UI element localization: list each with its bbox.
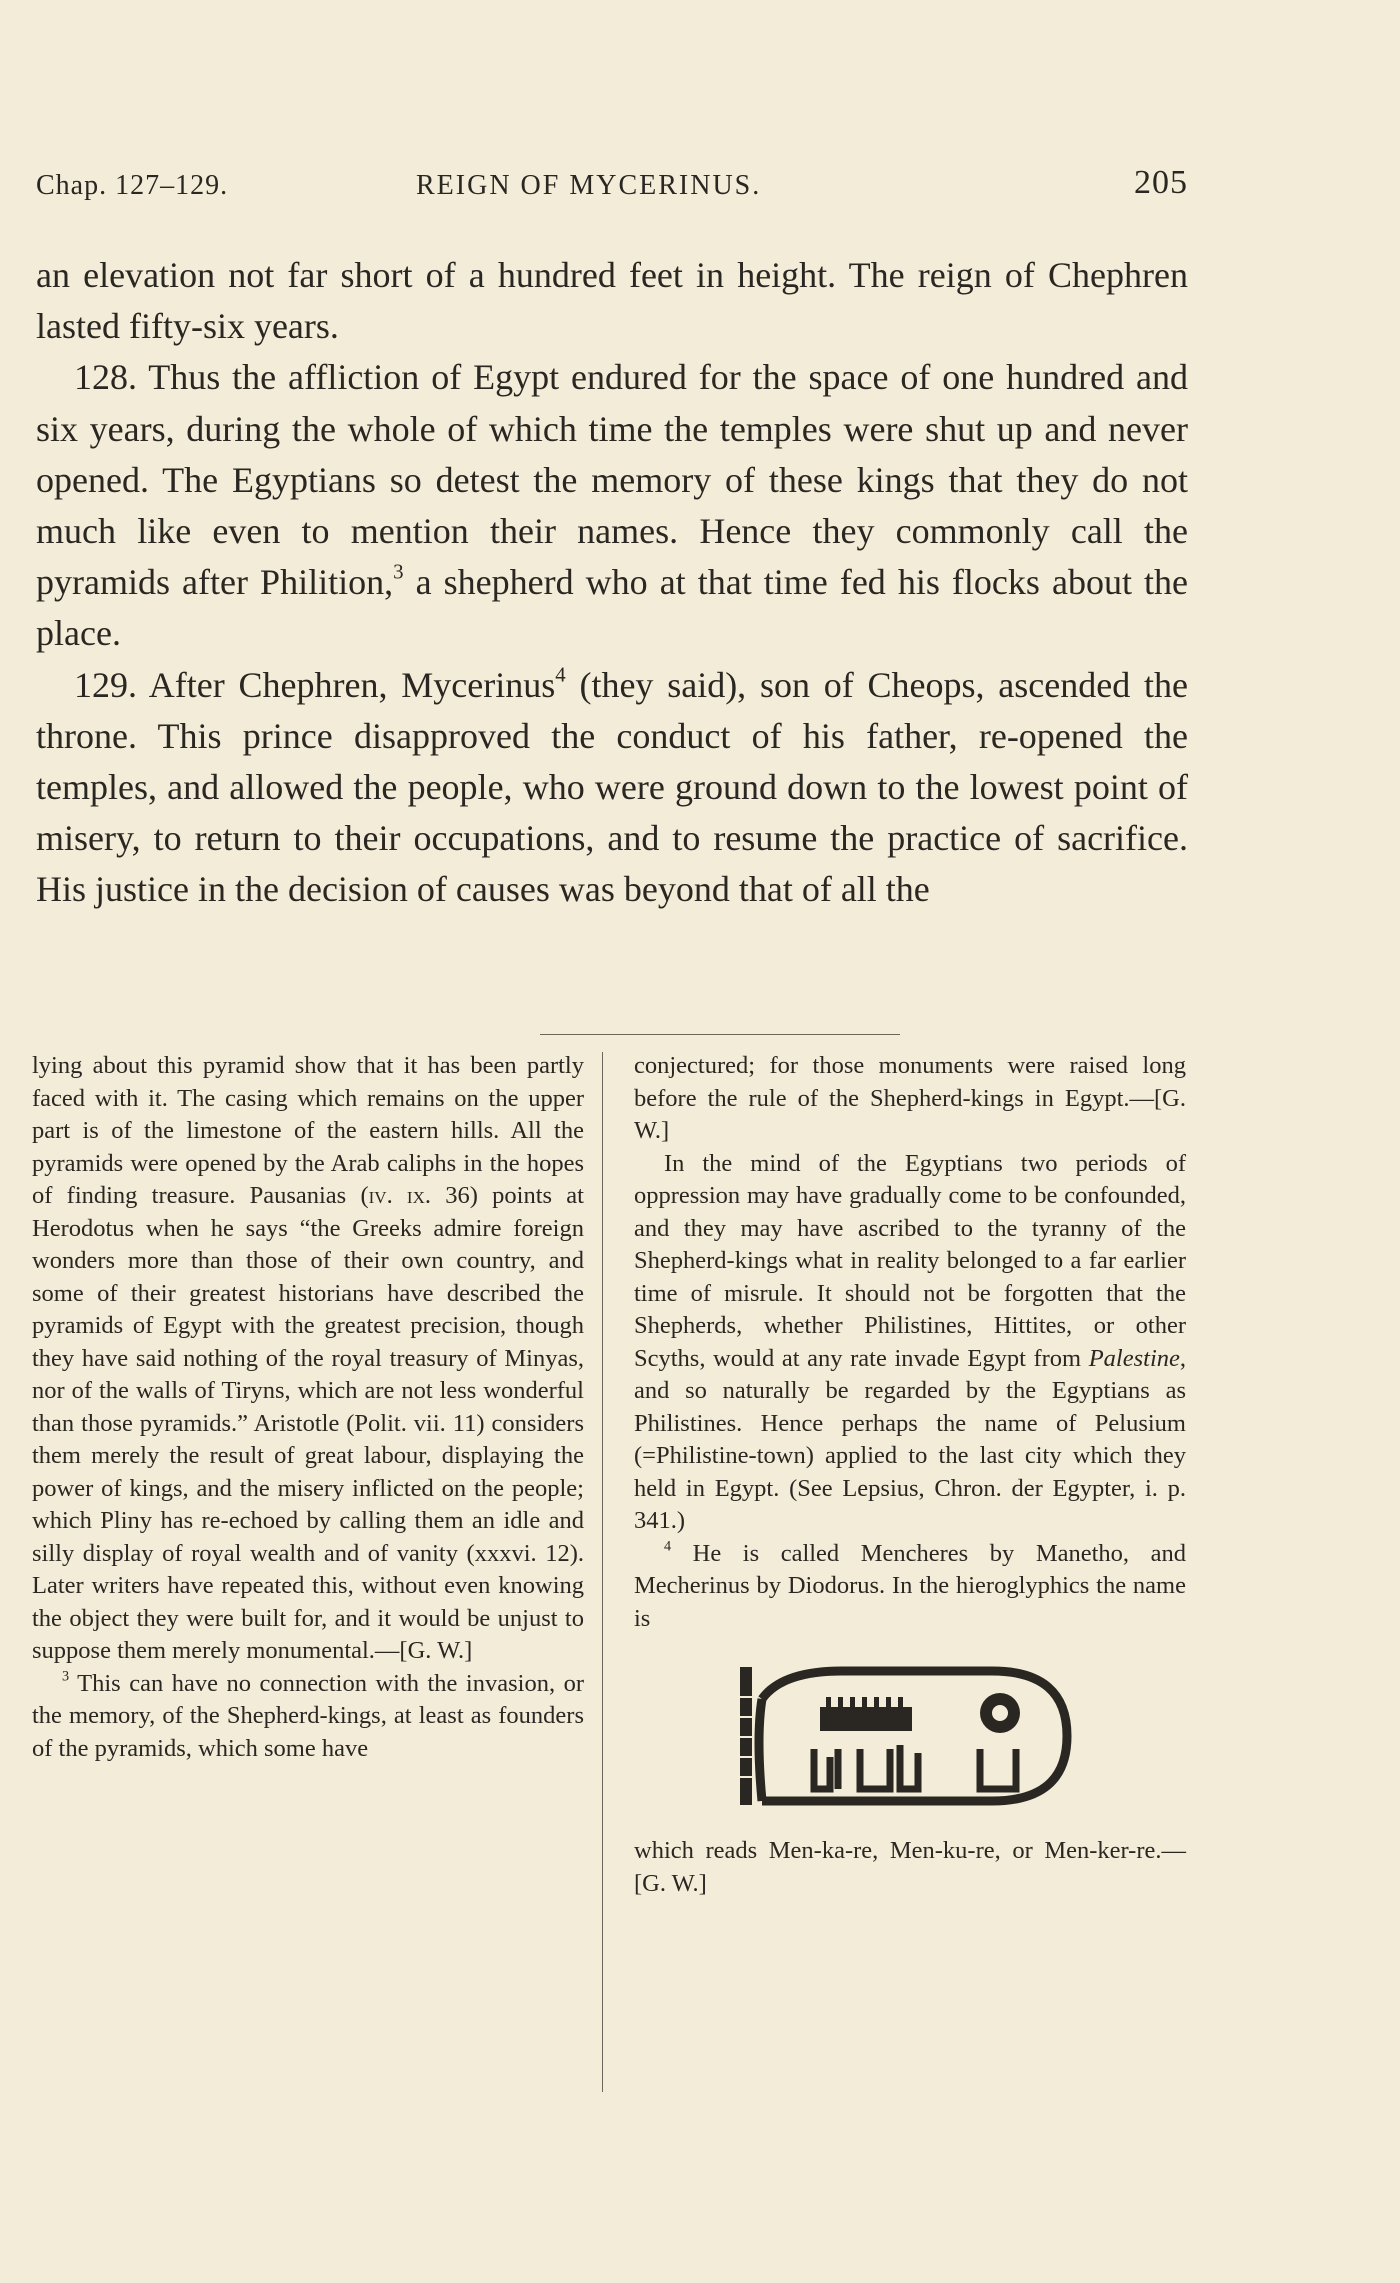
paragraph-128 — [36, 352, 1188, 659]
footnote-3 — [32, 1668, 584, 1766]
footnote-continuation — [32, 1050, 584, 1668]
column-divider — [602, 1052, 603, 2092]
footnote-number: 3 — [62, 1667, 70, 1684]
cartouche-figure — [634, 1635, 1186, 1835]
paragraph-text: a shepherd who at that time fed his flocks about the place. — [36, 562, 1188, 654]
paragraph-129 — [36, 660, 1188, 916]
italic-place-name: Palestine — [1088, 1344, 1180, 1372]
paragraph-text: an elevation not far short of a hundred feet in height. The reign of Chephren lasted fifty-six years. — [36, 255, 1188, 347]
footnote-text: This can have no connection with the invasion, or the memory, of the Shepherd-kings, at least as founders of the pyramids, which some have — [32, 1669, 584, 1762]
running-head — [36, 164, 1188, 208]
footnotes-right-column — [634, 1050, 1186, 1900]
footnote-text: lying about this pyramid show that it has been partly faced with it. The casing which remains on the upper part is of the limestone of the eastern hills. All the pyramids were opened by the Arab caliphs in the hopes of finding treasure. Pausanias ( — [32, 1052, 584, 1209]
paragraph-continuation — [36, 250, 1188, 352]
footnote-4 — [634, 1538, 1186, 1636]
citation: iv. ix. — [368, 1182, 431, 1209]
footnote-text: conjectured; for those monuments were raised long before the rule of the Shepherd-kings in Egypt.—[G. W.] — [634, 1052, 1186, 1144]
page-number: 205 — [1134, 164, 1188, 201]
footnote-ref-4: 4 — [555, 661, 566, 686]
footnote-3-continued — [634, 1050, 1186, 1148]
paragraph-text: (they said), son of Cheops, ascended the throne. This prince disapproved the conduct of his father, re-opened the temples, and allowed the people, who were ground down to the lowest point of misery, to return to their occupations, and to resume the practice of sacrifice. His justice in the decision of causes was beyond that of all the — [36, 664, 1188, 910]
chapter-reference: Chap. 127–129. — [36, 170, 229, 201]
footnote-number: 4 — [664, 1537, 672, 1554]
footnote-text: 36) points at Herodotus when he says “the Greeks admire foreign wonders more than those of their own country, and some of their greatest historians have described the pyramids of Egypt with the greatest precision, though they have said nothing of the royal treasury of Minyas, nor of the walls of Tiryns, which are not less wonderful than those pyramids.” Aristotle (Polit. vii. 11) considers them merely the result of great labour, displaying the power of kings, and the misery inflicted on the people; which Pliny has re-echoed by calling them an idle and silly display of royal wealth and of vanity (xxxvi. 12). Later writers have repeated this, without even knowing the object they were built for, and it would be unjust to suppose them merely monumental.—[G. W.] — [32, 1182, 584, 1664]
footnote-text: which reads Men-ka-re, Men-ku-re, or Men-ker-re.—[G. W.] — [634, 1837, 1186, 1897]
footnote-rule — [540, 1034, 900, 1035]
footnote-ref-3: 3 — [393, 559, 404, 584]
paragraph-text: 129. After Chephren, Mycerinus — [74, 664, 556, 705]
footnote-text: In the mind of the Egyptians two periods of oppression may have gradually come to be confounded, and they may have ascribed to the tyranny of the Shepherd-kings what in reality belonged to a far earlier time of misrule. It should not be forgotten that the Shepherds, whether Philistines, Hittites, or other Scyths, would at any rate invade Egypt from — [634, 1149, 1186, 1372]
footnote-text: He is called Mencheres by Manetho, and Mecherinus by Diodorus. In the hieroglyphics the name is — [634, 1539, 1186, 1632]
main-text — [36, 250, 1188, 916]
page-title: REIGN OF MYCERINUS. — [416, 170, 762, 201]
footnotes-left-column — [32, 1050, 584, 1765]
footnote-3-paragraph-2 — [634, 1148, 1186, 1538]
footnote-text: , and so naturally be regarded by the Egyptians as Philistines. Hence perhaps the name of Pelusium (=Philistine-town) applied to the last city which they held in Egypt. (See Lepsius, Chron. der Egypter, i. p. 341.) — [634, 1344, 1186, 1534]
cartouche-hieroglyph-icon — [722, 1657, 1082, 1815]
paragraph-text: 128. Thus the affliction of Egypt endured for the space of one hundred and six years, during the whole of which time the temples were shut up and never opened. The Egyptians so detest the memory of these kings that they do not much like even to mention their names. Hence they commonly call the pyramids after Philition, — [36, 357, 1188, 603]
cartouche-reading — [634, 1835, 1186, 1900]
